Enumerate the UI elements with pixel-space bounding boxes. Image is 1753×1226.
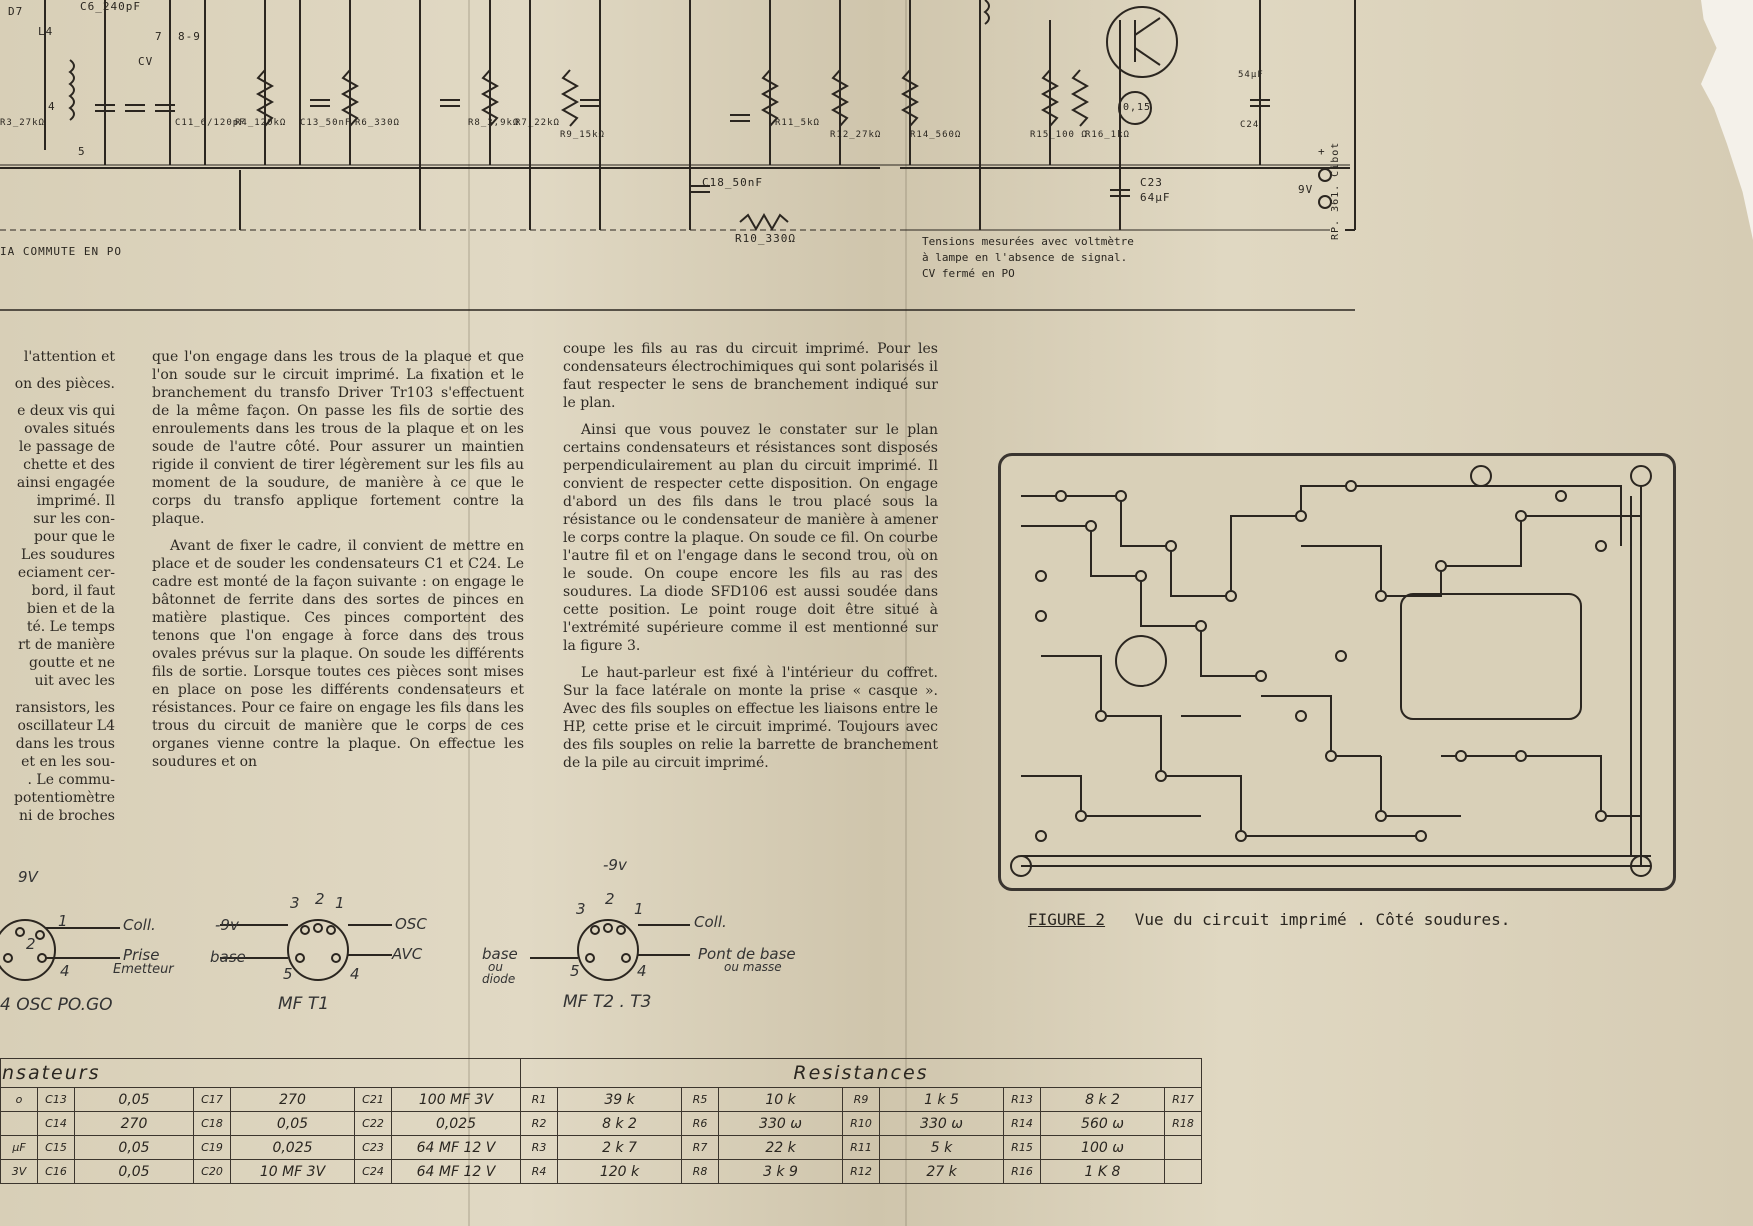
label-c24: C24	[1240, 120, 1260, 130]
osc-pin-top: 9V	[18, 868, 38, 886]
table-cell: 8 k 2	[1041, 1088, 1165, 1112]
label-54uf: 54μF	[1238, 70, 1264, 80]
table-cell: C19	[194, 1136, 231, 1160]
col1-line: eciament cer-	[17, 565, 115, 581]
table-row	[1, 1160, 1202, 1184]
osc-pin-2: 2	[26, 935, 36, 953]
table-cell: R2	[521, 1112, 558, 1136]
table-cell: R16	[1004, 1160, 1041, 1184]
table-cell: R7	[682, 1136, 719, 1160]
table-cell	[1, 1112, 38, 1136]
table-cell: 0,05	[75, 1136, 194, 1160]
label-r15: R15_100 Ω	[1030, 130, 1088, 140]
table-cell: 100 MF 3V	[392, 1088, 521, 1112]
col1-line: uit avec les	[34, 673, 115, 689]
label-c23: C23	[1140, 176, 1163, 189]
pinout-diagrams	[0, 0, 1000, 1010]
figure-label: FIGURE 2	[1028, 910, 1106, 929]
col1-line: bord, il faut	[31, 583, 115, 599]
mft1-pin-1: 1	[335, 894, 345, 912]
table-cell: 64 MF 12 V	[392, 1160, 521, 1184]
table-cell: 1 K 8	[1041, 1160, 1165, 1184]
col1-line: ransistors, les	[15, 700, 115, 716]
table-cell: C21	[355, 1088, 392, 1112]
table-row	[1, 1088, 1202, 1112]
table-cell: 330 ω	[719, 1112, 843, 1136]
mft1-pin-2: 2	[315, 890, 325, 908]
label-cv: CV	[138, 55, 154, 68]
mft2-pin-2: 2	[605, 890, 615, 908]
label-r8: R8_3,9kΩ	[468, 118, 520, 128]
col1-line: et en les sou-	[21, 754, 115, 770]
label-r3: R3_27kΩ	[0, 118, 45, 128]
col1-line: oscillateur L4	[17, 718, 115, 734]
table-cell: 0,025	[392, 1112, 521, 1136]
mft1-osc: OSC	[395, 915, 427, 933]
mft2-pin-4: 4	[637, 962, 647, 980]
printed-circuit-board	[998, 453, 1676, 891]
mft2-top: -9v	[603, 856, 627, 874]
col1-line: . Le commu-	[27, 772, 115, 788]
mft2-base: base	[482, 945, 518, 963]
label-r16: R16_1kΩ	[1085, 130, 1130, 140]
col1-line: potentiomètre	[13, 790, 115, 806]
table-cell: 0,05	[231, 1112, 355, 1136]
table-cell: 330 ω	[880, 1112, 1004, 1136]
mft1-pin-4: 4	[350, 965, 360, 983]
table-cell: 3 k 9	[719, 1160, 843, 1184]
label-7: 7	[155, 30, 163, 43]
col3-paragraph: coupe les fils au ras du circuit imprimé. Pour les condensateurs électrochimiques qui sont polarisés il faut respecter le sens de branchement indiqué sur le plan.	[563, 341, 938, 411]
osc-coll-label: Coll.	[123, 916, 156, 934]
osc-pin-1: 1	[58, 912, 68, 930]
osc-prise-label: Prise	[123, 946, 160, 964]
osc-emetteur-label: Emetteur	[113, 962, 174, 977]
table-cell: C18	[194, 1112, 231, 1136]
label-9v: 9V	[1298, 183, 1314, 196]
parts-table	[0, 1058, 1202, 1184]
table-cell: 270	[75, 1112, 194, 1136]
label-8-9: 8-9	[178, 30, 201, 43]
measurement-note: Tensions mesurées avec voltmètre à lampe en l'absence de signal. CV fermé en PO	[922, 235, 1134, 280]
mft1-base: base	[210, 948, 246, 966]
table-cell: R5	[682, 1088, 719, 1112]
table-cell: 0,025	[231, 1136, 355, 1160]
table-cell: R1	[521, 1088, 558, 1112]
table-cell: R3	[521, 1136, 558, 1160]
col1-line: imprimé. Il	[36, 493, 115, 509]
table-cell: R11	[843, 1136, 880, 1160]
label-r6: R6_330Ω	[355, 118, 400, 128]
col1-line: sur les con-	[33, 511, 115, 527]
col2-paragraph: Avant de fixer le cadre, il convient de mettre en place et de souder les condensateurs C1 et C24. Le cadre est monté de la façon suivante : on engage le bâtonnet de ferrite dans des sortes de pinces en matière plastique. Ces pinces comportent des tenons que l'on engage à force dans des trous ovales prévus sur la plaque. On soude les différents fils de sortie. Lorsque toutes ces pièces sont mises en place on pose les différents condensateurs et résistances. Pour ce faire on engage les fils dans les trous du circuit de manière que le corps de ces organes vienne contre la plaque. On effectue les soudures et on	[152, 538, 524, 770]
label-r4: R4_120kΩ	[235, 118, 287, 128]
mft2-pin-3: 3	[576, 900, 586, 918]
table-cell: C17	[194, 1088, 231, 1112]
table-cell: R17	[1165, 1088, 1202, 1112]
table-cell: R9	[843, 1088, 880, 1112]
mft1-pin-5: 5	[283, 965, 293, 983]
table-cell: 100 ω	[1041, 1136, 1165, 1160]
osc-pin-4: 4	[60, 962, 70, 980]
label-015: 0,15	[1123, 102, 1152, 113]
table-cell: 27 k	[880, 1160, 1004, 1184]
mft2-diode: diode	[482, 972, 516, 986]
col3-paragraph: Ainsi que vous pouvez le constater sur le plan certains condensateurs et résistances sont disposés perpendiculairement au plan du circuit imprimé. Il convient de respecter cette disposition. On engage d'abord un des fils dans le trou placé sous la résistance ou le condensateur de manière à amener le corps contre la plaque. On soude ce fil. On courbe l'autre fil et on l'engage dans le second trou, où on le soude. On coupe encore les fils au ras des soudures. La diode SFD106 est aussi soudée dans cette position. Le point rouge doit être situé à l'extrémité supérieure comme il est mentionné sur la figure 3.	[563, 422, 938, 654]
label-4: 4	[48, 100, 56, 113]
table-cell: C23	[355, 1136, 392, 1160]
mft1-minus9v: -9v	[215, 916, 239, 934]
label-r9: R9_15kΩ	[560, 130, 605, 140]
label-c13: C13_50nF	[300, 118, 352, 128]
pcb-traces	[1001, 456, 1673, 888]
label-r12: R12_27kΩ	[830, 130, 882, 140]
table-cell	[1165, 1160, 1202, 1184]
label-r10: R10_330Ω	[735, 232, 796, 245]
table-cell: R8	[682, 1160, 719, 1184]
table-row	[1, 1136, 1202, 1160]
table-cell: C14	[38, 1112, 75, 1136]
commute-note: IA COMMUTE EN PO	[0, 245, 122, 258]
osc-name: 4 OSC PO.GO	[0, 995, 113, 1015]
resistors-header: Resistances	[521, 1059, 1202, 1088]
side-reference: RP. 361. Cibot	[1330, 141, 1341, 240]
table-cell: μF	[1, 1136, 38, 1160]
mft2-name: MF T2 . T3	[563, 992, 652, 1012]
col1-line: rt de manière	[18, 637, 115, 653]
label-d7: D7	[8, 5, 24, 18]
col1-line: goutte et ne	[28, 655, 115, 671]
table-cell: R12	[843, 1160, 880, 1184]
col1-line: ni de broches	[18, 808, 115, 824]
table-cell: 270	[231, 1088, 355, 1112]
mft2-pont: Pont de base	[698, 945, 796, 963]
table-cell: 8 k 2	[558, 1112, 682, 1136]
table-cell: C13	[38, 1088, 75, 1112]
col1-line: l'attention et	[23, 349, 115, 365]
table-cell: o	[1, 1088, 38, 1112]
table-cell: 0,05	[75, 1160, 194, 1184]
label-r14: R14_560Ω	[910, 130, 962, 140]
label-64uf: 64μF	[1140, 191, 1171, 204]
table-cell: C16	[38, 1160, 75, 1184]
col3-paragraph: Le haut-parleur est fixé à l'intérieur du coffret. Sur la face latérale on monte la prise « casque ». Avec des fils souples on effectue les liaisons entre le HP, cette prise et le circuit imprimé. Toujours avec des fils souples on relie la barrette de branchement de la pile au circuit imprimé.	[563, 665, 938, 771]
table-cell: 10 k	[719, 1088, 843, 1112]
label-r7: R7_22kΩ	[515, 118, 560, 128]
table-cell: 120 k	[558, 1160, 682, 1184]
table-cell: 3V	[1, 1160, 38, 1184]
label-5: 5	[78, 145, 86, 158]
mft2-ou: ou	[488, 960, 503, 974]
table-cell: R14	[1004, 1112, 1041, 1136]
table-cell: C20	[194, 1160, 231, 1184]
table-row	[1, 1112, 1202, 1136]
table-cell: C22	[355, 1112, 392, 1136]
col1-line: ainsi engagée	[16, 475, 115, 491]
label-plus: +	[1318, 145, 1326, 158]
label-c18: C18_50nF	[702, 176, 763, 189]
mft2-pin-5: 5	[570, 962, 580, 980]
col1-line: le passage de	[18, 439, 115, 455]
table-cell: 39 k	[558, 1088, 682, 1112]
col1-line: pour que le	[33, 529, 115, 545]
mft1-avc: AVC	[392, 945, 423, 963]
col1-line: bien et de la	[26, 601, 115, 617]
table-cell: R15	[1004, 1136, 1041, 1160]
table-cell: 64 MF 12 V	[392, 1136, 521, 1160]
col1-line: dans les trous	[15, 736, 115, 752]
mft1-pin-3: 3	[290, 894, 300, 912]
table-cell: 1 k 5	[880, 1088, 1004, 1112]
mft2-pin-1: 1	[634, 900, 644, 918]
col1-line: ovales situés	[24, 421, 115, 437]
figure-caption-text: Vue du circuit imprimé . Côté soudures.	[1134, 910, 1511, 929]
label-l4: L4	[38, 25, 54, 38]
col2-paragraph: que l'on engage dans les trous de la plaque et que l'on soude sur le circuit imprimé. La fixation et le branchement du transfo Driver Tr103 s'effectuent de la même façon. On passe les fils de sortie des enroulements dans les trous de la plaque et on les soude de l'autre côté. Pour assurer un maintien rigide il convient de tirer légèrement sur les fils au moment de la soudure, de manière à ce que le corps du transfo applique fortement contre la plaque.	[152, 349, 524, 527]
table-cell: C15	[38, 1136, 75, 1160]
table-cell: C24	[355, 1160, 392, 1184]
table-cell: R6	[682, 1112, 719, 1136]
table-cell: R13	[1004, 1088, 1041, 1112]
table-cell: 0,05	[75, 1088, 194, 1112]
table-cell: R18	[1165, 1112, 1202, 1136]
figure-caption	[1028, 910, 1510, 929]
mft2-coll: Coll.	[694, 913, 727, 931]
table-cell: R10	[843, 1112, 880, 1136]
col1-line: chette et des	[23, 457, 115, 473]
table-cell	[1165, 1136, 1202, 1160]
label-c6: C6_240pF	[80, 0, 141, 13]
table-cell: R4	[521, 1160, 558, 1184]
capacitors-header: nsateurs	[1, 1059, 521, 1088]
table-cell: 560 ω	[1041, 1112, 1165, 1136]
table-cell: 22 k	[719, 1136, 843, 1160]
mft2-masse: ou masse	[724, 960, 782, 974]
col1-line: té. Le temps	[26, 619, 115, 635]
label-c11: C11_6/120pF	[175, 118, 246, 128]
col1-line: e deux vis qui	[17, 403, 115, 419]
col1-line: Les soudures	[21, 547, 115, 563]
table-cell: 5 k	[880, 1136, 1004, 1160]
col1-line: on des pièces.	[14, 376, 115, 392]
label-r11: R11_5kΩ	[775, 118, 820, 128]
table-cell: 10 MF 3V	[231, 1160, 355, 1184]
mft1-name: MF T1	[278, 994, 330, 1014]
table-cell: 2 k 7	[558, 1136, 682, 1160]
